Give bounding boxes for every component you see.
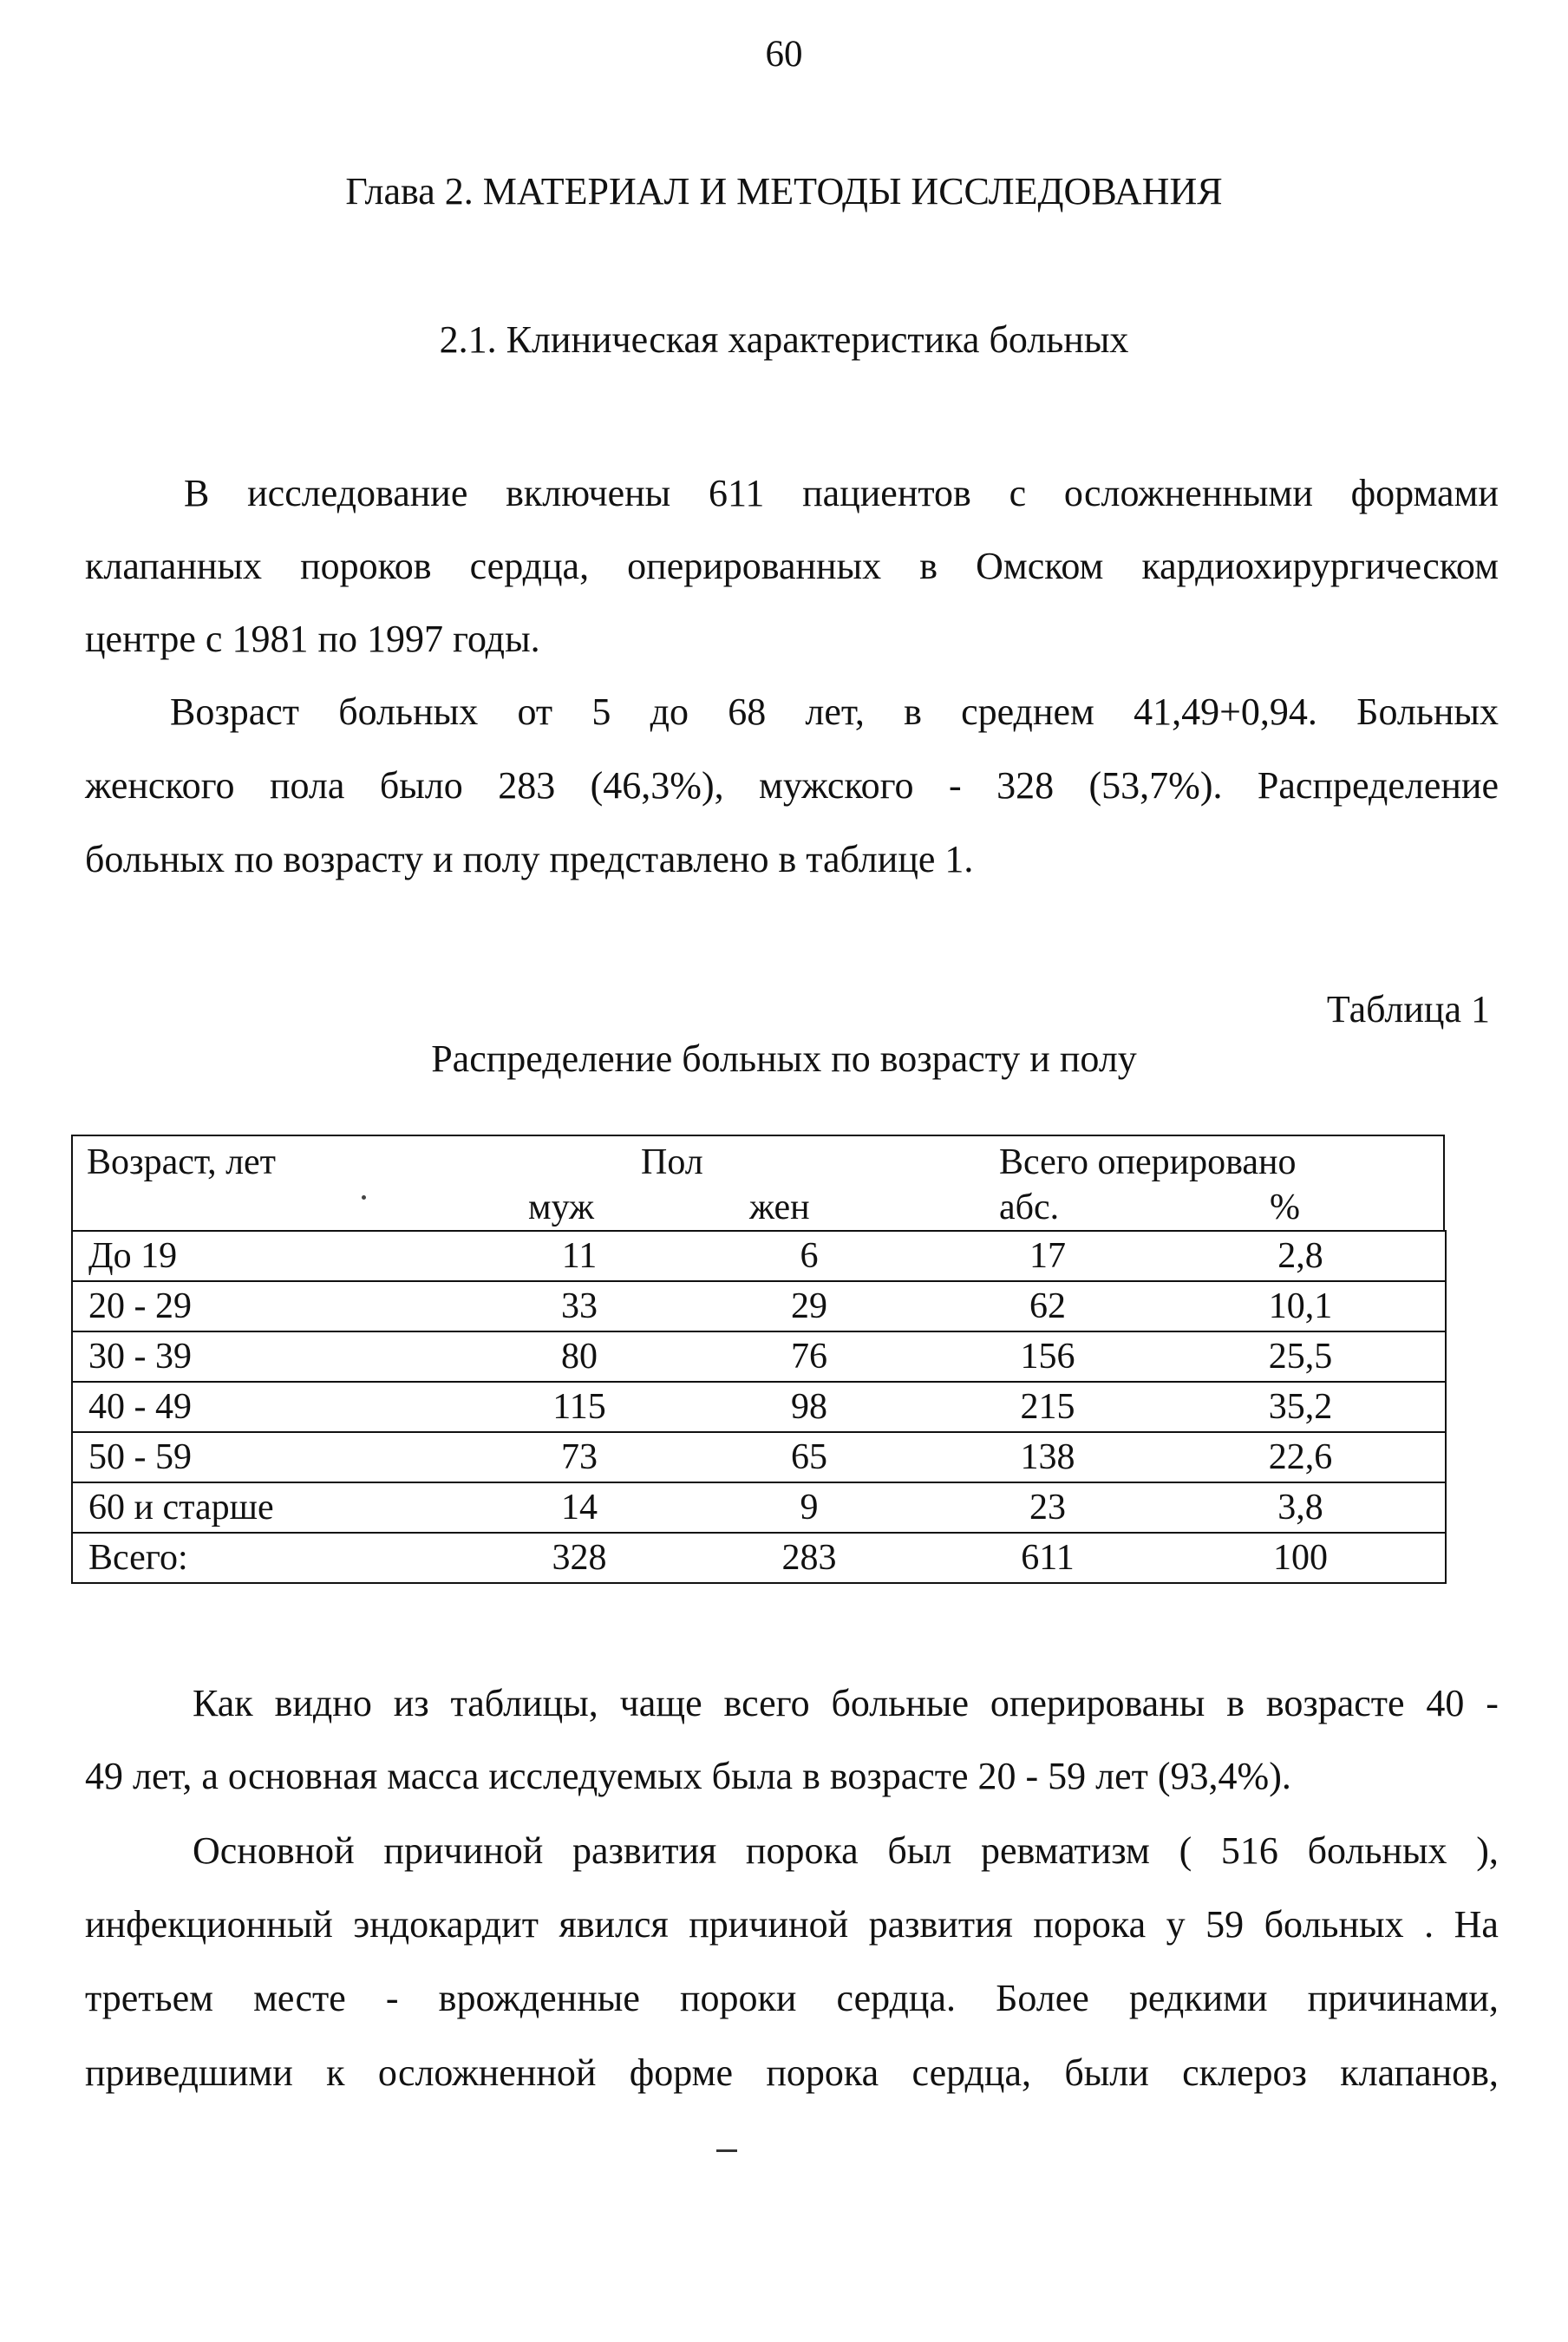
table-cell-m: 115 bbox=[480, 1382, 679, 1432]
table-cell-m: 14 bbox=[480, 1482, 679, 1533]
table-cell-abs: 62 bbox=[939, 1281, 1156, 1331]
word: больных bbox=[1307, 1829, 1447, 1872]
table-title: Распределение больных по возрасту и полу bbox=[431, 1037, 1137, 1080]
word: всего bbox=[723, 1682, 810, 1724]
table-cell-m: 33 bbox=[480, 1281, 679, 1331]
table-cell-age: 30 - 39 bbox=[72, 1331, 480, 1382]
word: 611 bbox=[708, 472, 765, 514]
word: эндокардит bbox=[353, 1903, 539, 1946]
word: (53,7%). bbox=[1088, 764, 1223, 807]
header-age: Возраст, лет bbox=[87, 1142, 277, 1182]
header-total: Всего оперировано bbox=[999, 1142, 1297, 1182]
word: - bbox=[1486, 1682, 1499, 1724]
page-number: 60 bbox=[765, 34, 803, 75]
after-table-line-2: 49 лет, а основная масса исследуемых была в возрасте 20 - 59 лет (93,4%). bbox=[85, 1755, 1291, 1797]
word: женского bbox=[85, 764, 235, 807]
word: ревматизм bbox=[981, 1829, 1150, 1872]
word: редкими bbox=[1128, 1977, 1268, 2019]
table-header bbox=[71, 1135, 1445, 1232]
table-cell-f: 29 bbox=[679, 1281, 939, 1331]
word: оперированных bbox=[627, 545, 882, 587]
word: кардиохирургическом bbox=[1141, 545, 1499, 587]
chapter-title: Глава 2. МАТЕРИАЛ И МЕТОДЫ ИССЛЕДОВАНИЯ bbox=[345, 170, 1223, 213]
section-title: 2.1. Клиническая характеристика больных bbox=[439, 318, 1129, 361]
table-cell-pct: 22,6 bbox=[1156, 1432, 1446, 1482]
header-pct: % bbox=[1270, 1187, 1300, 1227]
word: были bbox=[1064, 2051, 1149, 2094]
table-cell-abs: 17 bbox=[939, 1231, 1156, 1281]
word: лет, bbox=[805, 690, 865, 733]
word: ( bbox=[1179, 1829, 1192, 1872]
word: было bbox=[379, 764, 463, 807]
header-male: муж bbox=[528, 1187, 595, 1227]
table-cell-f: 9 bbox=[679, 1482, 939, 1533]
table-cell-age: 50 - 59 bbox=[72, 1432, 480, 1482]
table-cell-m: 73 bbox=[480, 1432, 679, 1482]
table-cell-m: 328 bbox=[480, 1533, 679, 1583]
word: 41,49+0,94. bbox=[1134, 690, 1317, 733]
word: Основной bbox=[193, 1829, 355, 1872]
cause-line-1 bbox=[193, 1828, 1499, 1873]
word: осложненной bbox=[377, 2051, 597, 2094]
word: На bbox=[1454, 1903, 1499, 1946]
table-cell-f: 6 bbox=[679, 1231, 939, 1281]
word: в bbox=[904, 690, 922, 733]
word: 328 bbox=[996, 764, 1055, 807]
table-cell-f: 76 bbox=[679, 1331, 939, 1382]
table-cell-pct: 10,1 bbox=[1156, 1281, 1446, 1331]
word: таблицы, bbox=[450, 1682, 598, 1724]
word: в bbox=[919, 545, 938, 587]
table-cell-abs: 23 bbox=[939, 1482, 1156, 1533]
table-row bbox=[72, 1281, 1446, 1331]
table-cell-abs: 138 bbox=[939, 1432, 1156, 1482]
word: причиной bbox=[383, 1829, 544, 1872]
cause-line-3 bbox=[85, 1976, 1499, 2020]
word: Распределение bbox=[1257, 764, 1499, 807]
word: был bbox=[887, 1829, 952, 1872]
word: пациентов bbox=[802, 472, 971, 514]
word: 516 bbox=[1220, 1829, 1278, 1872]
table-row bbox=[72, 1382, 1446, 1432]
word: пороки bbox=[679, 1977, 797, 2019]
table-cell-f: 65 bbox=[679, 1432, 939, 1482]
table-cell-pct: 2,8 bbox=[1156, 1231, 1446, 1281]
word: до bbox=[650, 690, 689, 733]
table-row bbox=[72, 1432, 1446, 1482]
word: ), bbox=[1476, 1829, 1499, 1872]
data-table bbox=[71, 1230, 1447, 1584]
table-row bbox=[72, 1482, 1446, 1533]
table-cell-f: 98 bbox=[679, 1382, 939, 1432]
word: 68 bbox=[728, 690, 767, 733]
table-cell-m: 11 bbox=[480, 1231, 679, 1281]
age-para-line-2 bbox=[85, 763, 1499, 808]
table-row bbox=[72, 1231, 1446, 1281]
table-cell-age: 40 - 49 bbox=[72, 1382, 480, 1432]
cause-line-2 bbox=[85, 1902, 1499, 1946]
word: 5 bbox=[591, 690, 611, 733]
table-cell-age: Всего: bbox=[72, 1533, 480, 1583]
word: В bbox=[184, 472, 210, 514]
word: от bbox=[517, 690, 553, 733]
word: приведшими bbox=[85, 2051, 293, 2094]
word: - bbox=[385, 1977, 399, 2019]
word: причинами, bbox=[1307, 1977, 1499, 2019]
table-cell-abs: 156 bbox=[939, 1331, 1156, 1382]
word: клапанных bbox=[85, 545, 263, 587]
age-para-line-1 bbox=[170, 690, 1499, 734]
word: возрасте bbox=[1265, 1682, 1405, 1724]
word: сердца. bbox=[836, 1977, 957, 2019]
stray-mark bbox=[716, 2149, 737, 2152]
word: видно bbox=[274, 1682, 372, 1724]
word: Больных bbox=[1356, 690, 1499, 733]
word: порока bbox=[745, 1829, 859, 1872]
word: месте bbox=[253, 1977, 346, 2019]
word: клапанов, bbox=[1340, 2051, 1499, 2094]
word: Более bbox=[996, 1977, 1089, 2019]
word: среднем bbox=[961, 690, 1094, 733]
word: 40 bbox=[1426, 1682, 1465, 1724]
word: пола bbox=[269, 764, 345, 807]
table-row bbox=[72, 1533, 1446, 1583]
intro-line-1 bbox=[184, 471, 1499, 515]
word: форме bbox=[629, 2051, 734, 2094]
word: - bbox=[948, 764, 962, 807]
table-label: Таблица 1 bbox=[1326, 988, 1490, 1030]
word: сердца, bbox=[911, 2051, 1031, 2094]
word: развития bbox=[868, 1903, 1013, 1946]
word: 283 bbox=[498, 764, 556, 807]
age-para-line-3: больных по возрасту и полу представлено в таблице 1. bbox=[85, 838, 974, 880]
word: развития bbox=[572, 1829, 717, 1872]
word: включены bbox=[506, 472, 671, 514]
word: мужского bbox=[759, 764, 914, 807]
word: сердца, bbox=[469, 545, 590, 587]
word: осложненными bbox=[1063, 472, 1313, 514]
word: из bbox=[393, 1682, 429, 1724]
word: формами bbox=[1350, 472, 1499, 514]
word: 59 bbox=[1205, 1903, 1245, 1946]
intro-line-2 bbox=[85, 544, 1499, 588]
table-cell-age: До 19 bbox=[72, 1231, 480, 1281]
stray-dot bbox=[362, 1195, 366, 1200]
word: причиной bbox=[689, 1903, 849, 1946]
word: оперированы bbox=[990, 1682, 1205, 1724]
header-abs: абс. bbox=[999, 1187, 1060, 1227]
table-cell-pct: 100 bbox=[1156, 1533, 1446, 1583]
word: врожденные bbox=[438, 1977, 640, 2019]
word: больные bbox=[831, 1682, 969, 1724]
word: порока bbox=[1033, 1903, 1147, 1946]
table-cell-pct: 25,5 bbox=[1156, 1331, 1446, 1382]
table-row bbox=[72, 1331, 1446, 1382]
word: явился bbox=[559, 1903, 669, 1946]
word: . bbox=[1424, 1903, 1434, 1946]
table-cell-pct: 35,2 bbox=[1156, 1382, 1446, 1432]
word: у bbox=[1166, 1903, 1186, 1946]
table-cell-abs: 611 bbox=[939, 1533, 1156, 1583]
word: пороков bbox=[300, 545, 432, 587]
cause-line-4 bbox=[85, 2051, 1499, 2095]
table-cell-age: 20 - 29 bbox=[72, 1281, 480, 1331]
word: с bbox=[1009, 472, 1027, 514]
word: Как bbox=[193, 1682, 253, 1724]
table-cell-f: 283 bbox=[679, 1533, 939, 1583]
header-sex: Пол bbox=[641, 1142, 703, 1182]
after-table-line-1 bbox=[193, 1681, 1499, 1725]
word: порока bbox=[766, 2051, 879, 2094]
word: больных bbox=[338, 690, 479, 733]
word: чаще bbox=[619, 1682, 702, 1724]
word: в bbox=[1226, 1682, 1245, 1724]
table-cell-m: 80 bbox=[480, 1331, 679, 1382]
word: к bbox=[326, 2051, 345, 2094]
word: (46,3%), bbox=[590, 764, 724, 807]
word: инфекционный bbox=[85, 1903, 333, 1946]
word: третьем bbox=[85, 1977, 213, 2019]
word: Возраст bbox=[170, 690, 300, 733]
intro-line-3: центре с 1981 по 1997 годы. bbox=[85, 618, 540, 660]
table-cell-abs: 215 bbox=[939, 1382, 1156, 1432]
header-female: жен bbox=[749, 1187, 810, 1227]
word: больных bbox=[1264, 1903, 1404, 1946]
table-cell-pct: 3,8 bbox=[1156, 1482, 1446, 1533]
table-cell-age: 60 и старше bbox=[72, 1482, 480, 1533]
word: Омском bbox=[976, 545, 1104, 587]
word: склероз bbox=[1182, 2051, 1307, 2094]
word: исследование bbox=[247, 472, 468, 514]
